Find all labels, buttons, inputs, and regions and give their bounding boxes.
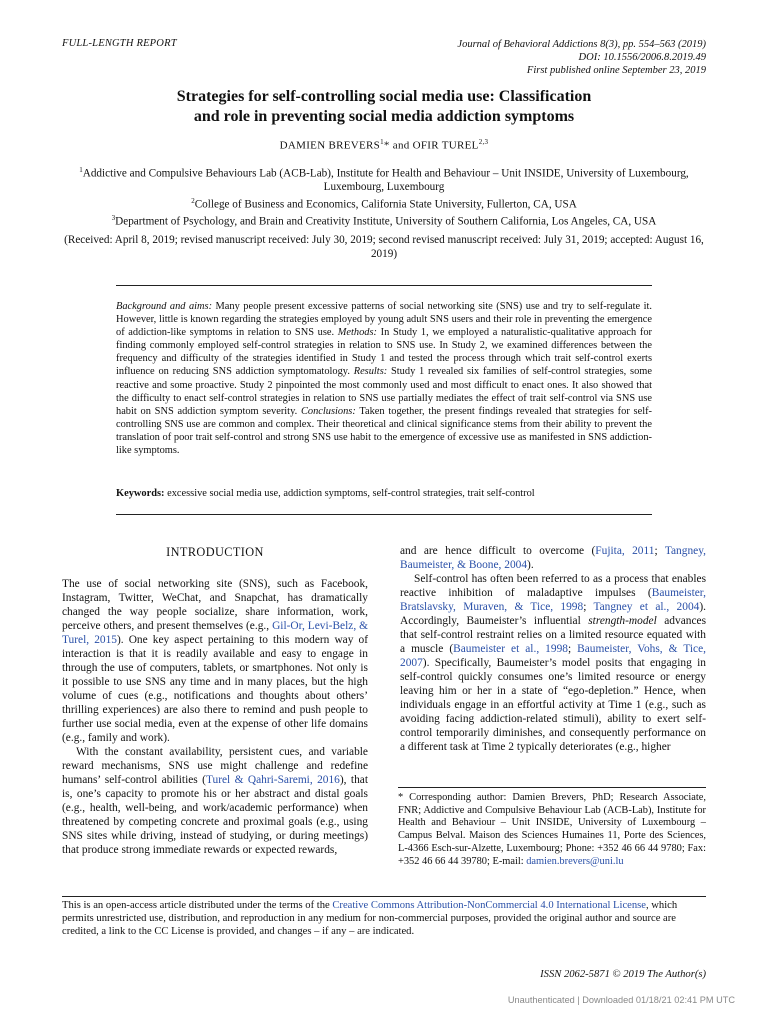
intro-paragraph-3: and are hence difficult to overcome (Fujita, 2011; Tangney, Baumeister, & Boone, 2004). bbox=[400, 545, 707, 571]
title-line-1: Strategies for self-controlling social media use: Classification bbox=[176, 88, 592, 105]
abstract-conclusions-text: Taken together, the present findings revealed that strategies for self-controlling SNS use are common and complex. Their theoretical and clinical significance stems from their ability to prevent the translation of poor trait self-control and strong SNS use habit to the emergence of excessive use as manifested in SNS addiction-like symptoms. bbox=[116, 405, 652, 457]
email-link[interactable]: damien.brevers@uni.lu bbox=[526, 855, 624, 867]
intro-paragraph-2: With the constant availability, persistent cues, and variable reward mechanisms, SNS use might challenge and redefine humans’ self-control abilities (Turel & Qahri-Saremi, 2016), that is, one’s capacity to promote his or her abstract and distal goals (e.g., health, well-being, and work/academic performance) when threatened by competing concrete and proximal goals (e.g., using SNS sites while driving, instead of studying, or during meetings) that produce strong immediate rewards or expected rewards, bbox=[62, 746, 368, 856]
abstract-conclusions-label: Conclusions: bbox=[300, 405, 356, 417]
citation-link[interactable]: Fujita, 2011 bbox=[595, 545, 655, 557]
open-access-rule bbox=[62, 896, 706, 897]
abstract-bottom-rule bbox=[116, 514, 652, 515]
authors-and: and bbox=[389, 139, 413, 152]
right-column bbox=[400, 544, 706, 754]
citation-link[interactable]: Gil-Or, Levi-Belz, & Turel, 2015 bbox=[62, 620, 368, 646]
author-1: DAMIEN BREVERS bbox=[279, 139, 381, 152]
abstract-methods-label: Methods: bbox=[337, 327, 377, 339]
affiliation-2: $^2$College of Business and Economics, California State University, Fullerton, CA, USA bbox=[191, 196, 577, 211]
keywords bbox=[116, 488, 652, 499]
title-line-2: and role in preventing social media addiction symptoms bbox=[193, 108, 575, 125]
journal-citation: Journal of Behavioral Addictions 8(3), pp. 554–563 (2019) bbox=[457, 39, 706, 50]
emphasis: strength-model bbox=[588, 615, 657, 627]
issn-copyright: ISSN 2062-5871 © 2019 The Author(s) bbox=[540, 969, 706, 980]
published-date: First published online September 23, 2019 bbox=[526, 65, 706, 76]
corresponding-author-footnote: * Corresponding author: Damien Brevers, PhD; Research Associate, FNR; Addictive and Compulsive Behaviour Lab (ACB-Lab), Institute for Health and Behaviour – Unit INSIDE, University of Luxembourg – Campus Belval. Maison des Sciences Humaines 11, Porte des Sciences, L-4366 Esch-sur-Alzette, Luxembourg; Phone: +352 46 66 44 9780; Fax: +352 46 66 44 39780; E-mail: damien.brevers@uni.lu bbox=[398, 792, 706, 867]
footnote-rule bbox=[398, 787, 706, 788]
intro-paragraph-1: The use of social networking site (SNS), such as Facebook, Instagram, Twitter, WeChat, and Snapchat, has dramatically changed the way people socialize, share information, work, perceive others, and present themselves (e.g., Gil-Or, Levi-Belz, & Turel, 2015). One key aspect pertaining to this modern way of interaction is that it is readily available and easy to engage in through the use of computers, tablets, or smartphones. Not only is it possible to use SNS any time and in many places, but the high volume of cues (e.g., notifications and thoughts about others’ thrilling experiences) are also there to remind and push people to further use social media, even at the expense of other life domains (e.g., family and work). bbox=[62, 578, 368, 744]
author-2: OFIR TUREL bbox=[412, 139, 479, 152]
download-watermark: Unauthenticated | Downloaded 01/18/21 02:41 PM UTC bbox=[507, 995, 735, 1005]
citation-link[interactable]: Tangney et al., 2004 bbox=[593, 601, 700, 613]
affiliation-1: $^1$Addictive and Compulsive Behaviours Lab (ACB-Lab), Institute for Health and Behaviour – Unit INSIDE, University of Luxembourg, Luxembourg, Luxembourg bbox=[79, 166, 689, 194]
abstract-methods-text: In Study 1, we employed a naturalistic-qualitative approach for finding commonly employed self-control strategies in relation to SNS use. In Study 2, we examined differences between the frequency and difficulty of the strategies identified in Study 1 and tested the process through which trait self-control exerts influence on reducing SNS addiction symptomatology. bbox=[116, 327, 652, 378]
affiliations bbox=[60, 164, 708, 229]
abstract-bg-label: Background and aims: bbox=[116, 301, 213, 312]
left-column bbox=[62, 577, 368, 857]
journal-info bbox=[457, 38, 706, 77]
authors bbox=[60, 138, 708, 152]
open-access-notice: This is an open-access article distributed under the terms of the Creative Commons Attribution-NonCommercial 4.0 International License, which permits unrestricted use, distribution, and reproduction in any medium for non-commercial purposes, provided the original author and source are credited, a link to the CC License is provided, and changes – if any – are indicated. bbox=[62, 900, 678, 938]
abstract-top-rule bbox=[116, 285, 652, 286]
abstract-results-text: Study 1 revealed six families of self-control strategies, some reactive and some proactive. Study 2 pinpointed the most commonly used and most difficult to enact ones. It also showed that the difficulty to enact self-control strategies in relation to SNS use partially mediates the effect of trait self-control via SNS use habit on SNS addiction symptom severity. bbox=[116, 366, 652, 417]
doi[interactable]: DOI: 10.1556/2006.8.2019.49 bbox=[578, 52, 706, 63]
keywords-text: excessive social media use, addiction symptoms, self-control strategies, trait self-control bbox=[164, 488, 535, 499]
intro-paragraph-4: Self-control has often been referred to as a process that enables reactive inhibition of maladaptive impulses (Baumeister, Bratslavsky, Muraven, & Tice, 1998; Tangney et al., 2004). Accordingly, Baumeister’s influential strength-model advances that self-control restraint relies on a limited resource equated with a muscle (Baumeister et al., 1998; Baumeister, Vohs, & Tice, 2007). Specifically, Baumeister’s model posits that engaging in self-control quickly consumes one’s limited resource or energy leaving him or her in a state of “ego-depletion.” Hence, when individuals engage in an effortful activity at Time 1 (e.g., such as avoiding facing addiction-related stimuli), ability to exert self-control temporarily diminishes, and consequently performance on a different task at Time 2 typically deteriorates (e.g., higher bbox=[400, 573, 707, 753]
citation-link[interactable]: Tangney, Baumeister, & Boone, 2004 bbox=[400, 545, 707, 571]
citation-link[interactable]: Turel & Qahri-Saremi, 2016 bbox=[205, 774, 340, 786]
keywords-label: Keywords: bbox=[116, 488, 165, 499]
abstract-bg-text: Many people present excessive patterns of social networking site (SNS) use and try to self-regulate it. However, little is known regarding the strategies employed by young adult SNS users and their role in preventing the emergence of addiction-like symptoms in relation to SNS use. bbox=[116, 301, 652, 339]
citation-link[interactable]: Baumeister, Bratslavsky, Muraven, & Tice, 1998 bbox=[400, 587, 706, 613]
author-1-sup: 1 bbox=[380, 138, 384, 146]
section-heading-introduction: INTRODUCTION bbox=[166, 545, 264, 559]
author-1-star: * bbox=[383, 139, 390, 152]
citation-link[interactable]: Baumeister et al., 1998 bbox=[453, 643, 568, 655]
report-type: FULL-LENGTH REPORT bbox=[62, 38, 177, 49]
abstract-results-label: Results: bbox=[353, 366, 388, 378]
author-2-sup: 2,3 bbox=[478, 138, 489, 146]
abstract bbox=[116, 300, 652, 457]
received-dates: (Received: April 8, 2019; revised manuscript received: July 30, 2019; second revised manuscript received: July 31, 2019; accepted: August 16, 2019) bbox=[64, 234, 704, 260]
license-link[interactable]: Creative Commons Attribution-NonCommercial 4.0 International License bbox=[332, 900, 646, 911]
affiliation-3: $^3$Department of Psychology, and Brain and Creativity Institute, University of Southern California, Los Angeles, CA, USA bbox=[111, 213, 657, 228]
article-title bbox=[60, 87, 708, 127]
citation-link[interactable]: Baumeister, Vohs, & Tice, 2007 bbox=[400, 643, 707, 669]
